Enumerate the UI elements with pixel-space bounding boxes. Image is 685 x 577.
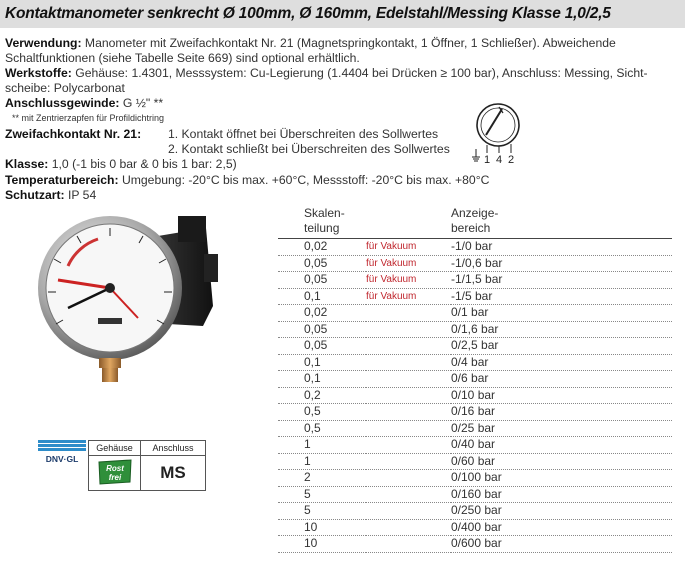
cell-teilung: 10 (278, 519, 366, 536)
zweifachkontakt-label (5, 127, 141, 141)
table-row (278, 519, 672, 536)
header-anzeigebereich (451, 206, 672, 239)
temperatur-line (5, 173, 489, 187)
cell-bereich: -1/5 bar (451, 288, 672, 305)
table-row (278, 239, 672, 256)
spec-head-gehaeuse: Gehäuse (89, 441, 141, 456)
cell-note: für Vakuum (366, 239, 451, 256)
schutzart-line (5, 188, 96, 202)
table-row (278, 321, 672, 338)
cell-bereich: 0/10 bar (451, 387, 672, 404)
anschlussgewinde-value: G ½" ** (119, 96, 164, 110)
schutzart-value: IP 54 (64, 188, 97, 202)
table-row (278, 536, 672, 553)
gauge-image (28, 206, 228, 386)
cell-note (366, 470, 451, 487)
cell-teilung: 0,02 (278, 305, 366, 322)
footnote: ** mit Zentrierzapfen für Profildichtring (12, 113, 165, 123)
cell-bereich: 0/16 bar (451, 404, 672, 421)
verwendung-label: Verwendung: (5, 36, 82, 50)
header-col1-line2: teilung (304, 221, 340, 235)
cell-bereich: 0/6 bar (451, 371, 672, 388)
spec-cell-anschluss: MS (141, 456, 206, 491)
cell-bereich: 0/2,5 bar (451, 338, 672, 355)
page-title: Kontaktmanometer senkrecht Ø 100mm, Ø 160mm, Edelstahl/Messing Klasse 1,0/2,5 (5, 5, 611, 22)
table-row (278, 503, 672, 520)
scale-table (278, 206, 672, 553)
werkstoffe-text1: Gehäuse: 1.4301, Messsystem: Cu-Legierung (1.4404 bei Drücken ≥ 100 bar), Anschluss: Messing, Sicht- (71, 66, 648, 80)
cell-note: für Vakuum (366, 272, 451, 289)
cell-teilung: 10 (278, 536, 366, 553)
cell-teilung: 0,05 (278, 255, 366, 272)
cell-teilung: 1 (278, 453, 366, 470)
werkstoffe-line1 (5, 66, 648, 80)
table-row (278, 354, 672, 371)
cell-teilung: 2 (278, 470, 366, 487)
cell-bereich: 0/4 bar (451, 354, 672, 371)
anschlussgewinde-line (5, 96, 163, 110)
cell-bereich: 0/100 bar (451, 470, 672, 487)
zweifachkontakt-line1: 1. Kontakt öffnet bei Überschreiten des Sollwertes (168, 127, 439, 141)
cell-note (366, 354, 451, 371)
header-note (366, 206, 451, 239)
badge-line1: Rost (105, 464, 124, 473)
cell-note (366, 371, 451, 388)
cell-teilung: 0,05 (278, 338, 366, 355)
diagram-label-4: 4 (496, 154, 503, 166)
dnv-logo-text: DNV·GL (45, 454, 79, 464)
cell-note (366, 338, 451, 355)
cell-teilung: 0,1 (278, 354, 366, 371)
cell-bereich: -1/0,6 bar (451, 255, 672, 272)
cell-bereich: 0/40 bar (451, 437, 672, 454)
cell-note (366, 420, 451, 437)
diagram-label-2: 2 (508, 154, 515, 166)
table-row (278, 305, 672, 322)
cell-note (366, 519, 451, 536)
badge-line2: frei (108, 473, 121, 482)
cell-teilung: 1 (278, 437, 366, 454)
table-row (278, 437, 672, 454)
cell-note: für Vakuum (366, 288, 451, 305)
table-row (278, 272, 672, 289)
cell-teilung: 5 (278, 486, 366, 503)
cell-bereich: 0/1 bar (451, 305, 672, 322)
table-row (278, 486, 672, 503)
header-skalenteilung (278, 206, 366, 239)
cell-teilung: 0,5 (278, 420, 366, 437)
cell-note (366, 437, 451, 454)
anschlussgewinde-label: Anschlussgewinde: (5, 96, 120, 110)
cell-note (366, 305, 451, 322)
table-row (278, 420, 672, 437)
cell-teilung: 5 (278, 503, 366, 520)
cell-teilung: 0,1 (278, 288, 366, 305)
table-row (278, 255, 672, 272)
verwendung-text2: Schaltfunktionen (siehe Tabelle Seite 669) sind optional erhältlich. (5, 51, 360, 65)
cell-note: für Vakuum (366, 255, 451, 272)
scale-table-header (278, 206, 672, 239)
schutzart-label: Schutzart: (5, 188, 65, 202)
cell-bereich: 0/600 bar (451, 536, 672, 553)
cell-bereich: -1/1,5 bar (451, 272, 672, 289)
cell-teilung: 0,1 (278, 371, 366, 388)
cell-bereich: 0/250 bar (451, 503, 672, 520)
cell-note (366, 503, 451, 520)
cell-bereich: -1/0 bar (451, 239, 672, 256)
klasse-label: Klasse: (5, 157, 49, 171)
cell-teilung: 0,05 (278, 321, 366, 338)
cell-note (366, 321, 451, 338)
table-row (278, 371, 672, 388)
zweifachkontakt-label-text: Zweifachkontakt Nr. 21: (5, 127, 142, 141)
temperatur-label: Temperaturbereich: (5, 173, 119, 187)
klasse-line (5, 157, 237, 171)
table-row (278, 404, 672, 421)
header-col3-line2: bereich (451, 221, 491, 235)
cell-teilung: 0,05 (278, 272, 366, 289)
cell-note (366, 536, 451, 553)
cell-teilung: 0,5 (278, 404, 366, 421)
spec-head-anschluss: Anschluss (141, 441, 206, 456)
werkstoffe-label: Werkstoffe: (5, 66, 72, 80)
spec-cell-gehaeuse (89, 456, 141, 491)
table-row (278, 453, 672, 470)
table-row (278, 338, 672, 355)
scale-table-body (278, 239, 672, 553)
diagram-label-1: 1 (484, 154, 491, 166)
dnv-gl-logo (38, 440, 86, 466)
cell-note (366, 404, 451, 421)
klasse-value: 1,0 (-1 bis 0 bar & 0 bis 1 bar: 2,5) (48, 157, 237, 171)
contact-diagram-icon (466, 101, 526, 167)
cell-teilung: 0,2 (278, 387, 366, 404)
verwendung-line1 (5, 36, 616, 50)
table-row (278, 387, 672, 404)
werkstoffe-text2: scheibe: Polycarbonat (5, 81, 125, 95)
table-row (278, 288, 672, 305)
verwendung-text1: Manometer mit Zweifachkontakt Nr. 21 (Magnetspringkontakt, 1 Öffner, 1 Schließer). Abweichende (81, 36, 616, 50)
cell-note (366, 486, 451, 503)
cell-bereich: 0/1,6 bar (451, 321, 672, 338)
cell-bereich: 0/25 bar (451, 420, 672, 437)
table-row (278, 470, 672, 487)
cell-teilung: 0,02 (278, 239, 366, 256)
temperatur-value: Umgebung: -20°C bis max. +60°C, Messstoff: -20°C bis max. +80°C (118, 173, 490, 187)
cell-bereich: 0/60 bar (451, 453, 672, 470)
cell-note (366, 387, 451, 404)
header-col3-line1: Anzeige- (451, 206, 499, 220)
spec-table (88, 440, 206, 491)
cell-bereich: 0/160 bar (451, 486, 672, 503)
zweifachkontakt-line2: 2. Kontakt schließt bei Überschreiten des Sollwertes (168, 142, 450, 156)
rostfrei-badge-icon (96, 458, 134, 486)
title-bar (0, 0, 685, 28)
cell-bereich: 0/400 bar (451, 519, 672, 536)
header-col1-line1: Skalen- (304, 206, 345, 220)
cell-note (366, 453, 451, 470)
